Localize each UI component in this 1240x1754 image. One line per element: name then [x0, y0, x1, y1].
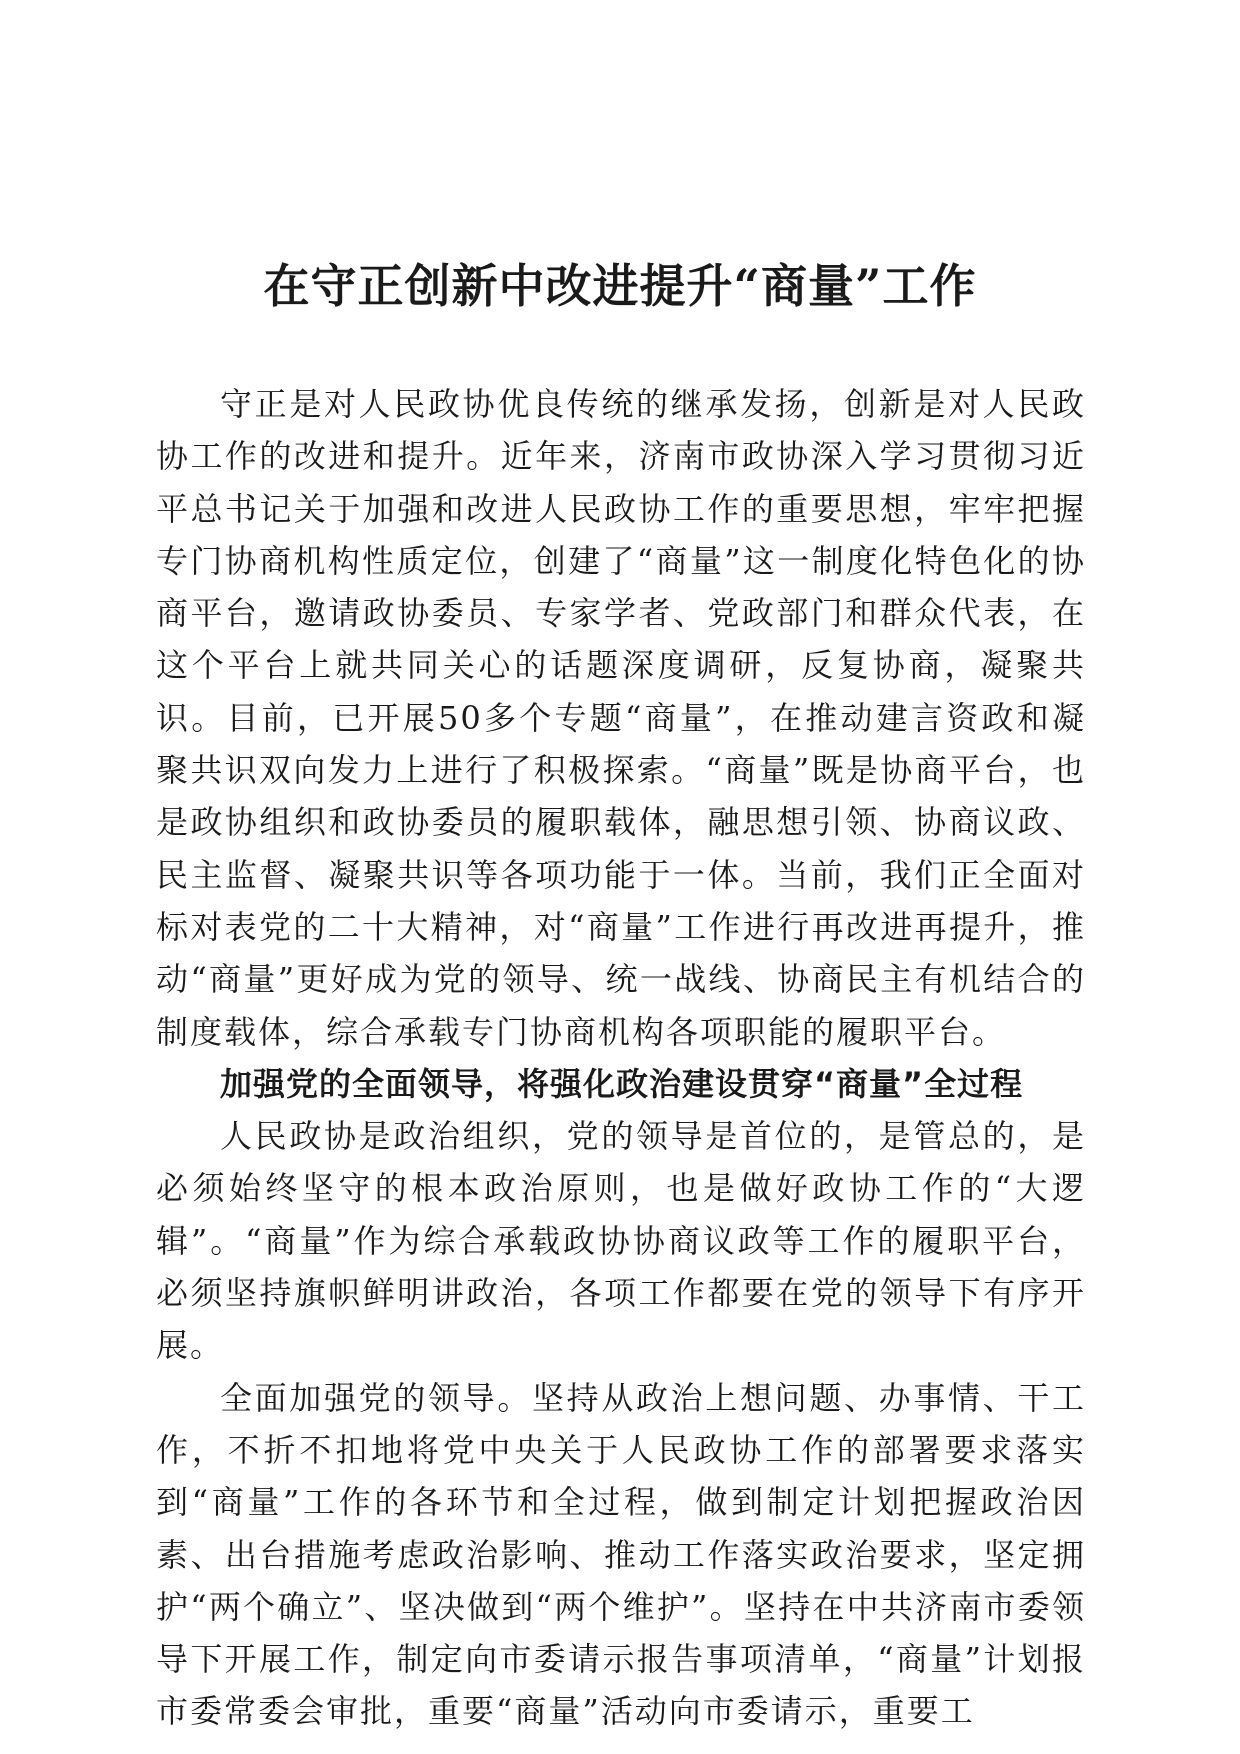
intro-paragraph: 守正是对人民政协优良传统的继承发扬，创新是对人民政协工作的改进和提升。近年来，济南市政协深入学习贯彻习近平总书记关于加强和改进人民政协工作的重要思想，牢牢把握专门协商机构性质定位，创建了“商量”这一制度化特色化的协商平台，邀请政协委员、专家学者、党政部门和群众代表，在这个平台上就共同关心的话题深度调研，反复协商，凝聚共识。目前，已开展50多个专题“商量”，在推动建言资政和凝聚共识双向发力上进行了积极探索。“商量”既是协商平台，也是政协组织和政协委员的履职载体，融思想引领、协商议政、民主监督、凝聚共识等各项功能于一体。当前，我们正全面对标对表党的二十大精神，对“商量”工作进行再改进再提升，推动“商量”更好成为党的领导、统一战线、协商民主有机结合的制度载体，综合承载专门协商机构各项职能的履职平台。	[156, 385, 1086, 1051]
section-heading: 加强党的全面领导，将强化政治建设贯穿“商量”全过程	[220, 1064, 1024, 1103]
document-body	[156, 378, 1086, 1738]
section-paragraph: 全面加强党的领导。坚持从政治上想问题、办事情、干工作，不折不扣地将党中央关于人民政协工作的部署要求落实到“商量”工作的各环节和全过程，做到制定计划把握政治因素、出台措施考虑政治影响、推动工作落实政治要求，坚定拥护“两个确立”、坚决做到“两个维护”。坚持在中共济南市委领导下开展工作，制定向市委请示报告事项清单，“商量”计划报市委常委会审批，重要“商量”活动向市委请示，重要工	[156, 1378, 1086, 1731]
section-paragraph: 人民政协是政治组织，党的领导是首位的，是管总的，是必须始终坚守的根本政治原则，也是做好政协工作的“大逻辑”。“商量”作为综合承载政协协商议政等工作的履职平台，必须坚持旗帜鲜明讲政治，各项工作都要在党的领导下有序开展。	[156, 1117, 1086, 1365]
document-title: 在守正创新中改进提升“商量”工作	[263, 259, 977, 313]
